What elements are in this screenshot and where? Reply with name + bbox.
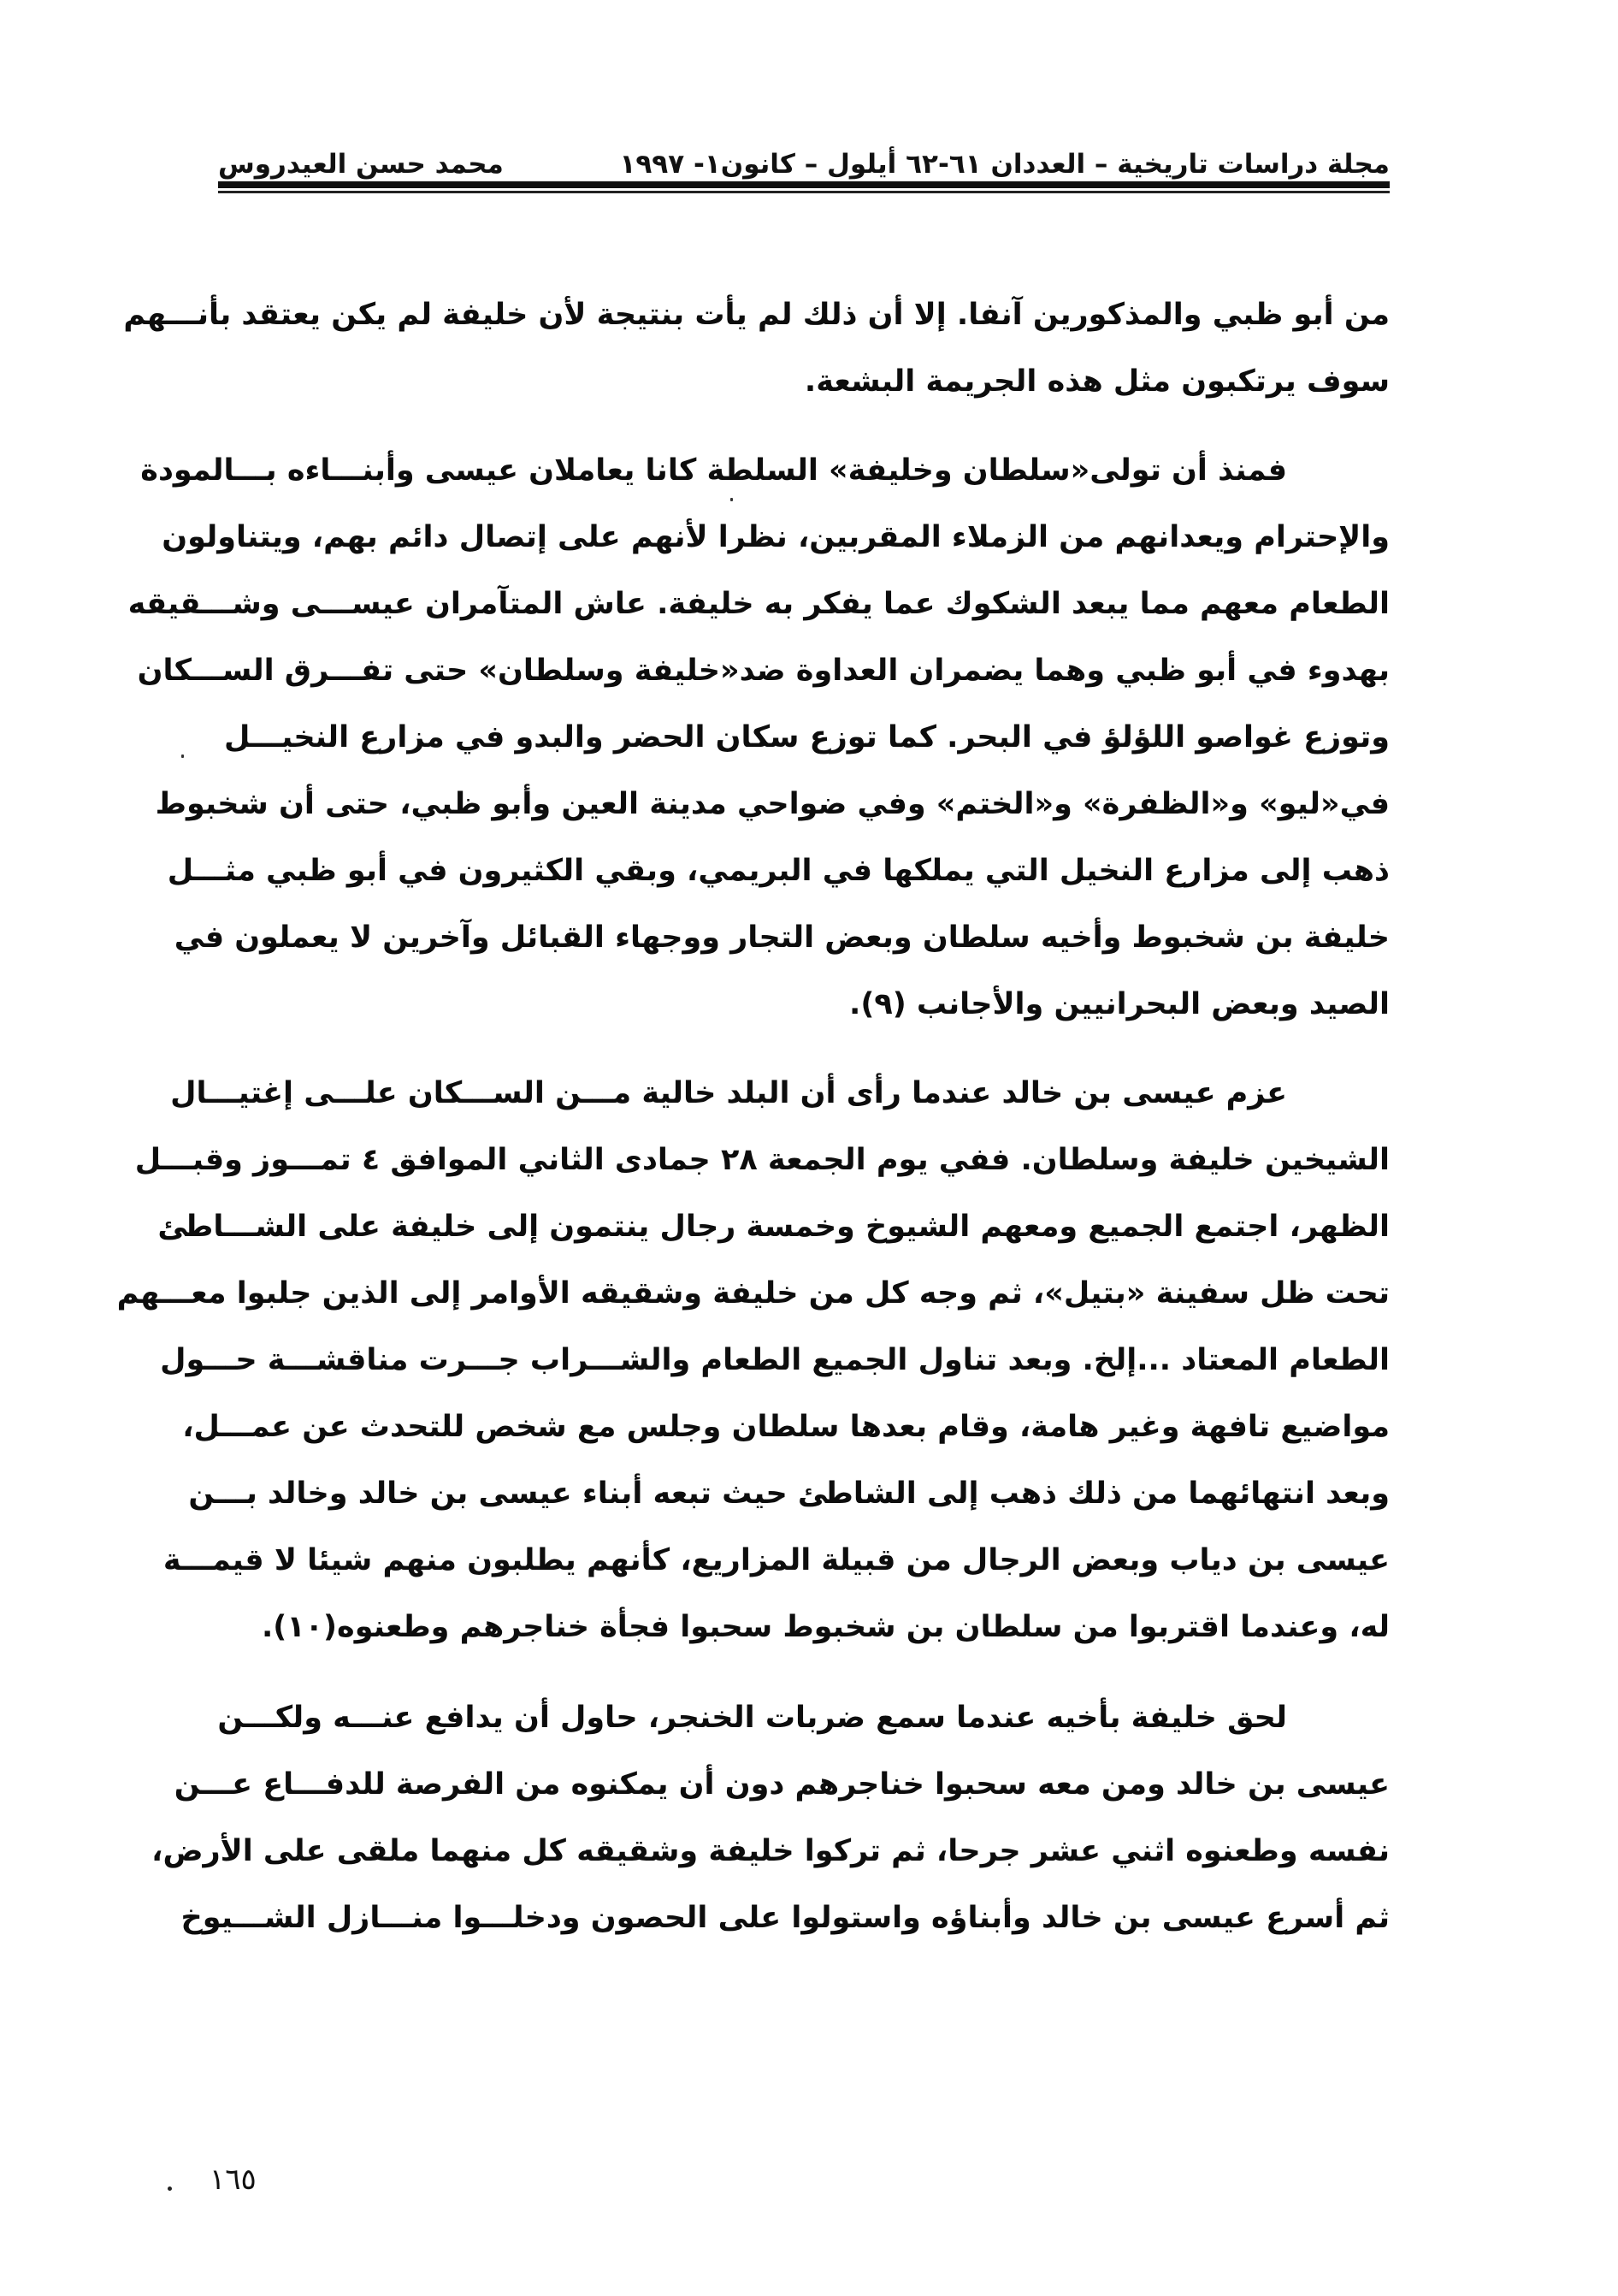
scan-speck	[730, 498, 733, 501]
running-header	[218, 137, 1390, 180]
header-rule-thin	[218, 191, 1390, 193]
text-line: خليفة بن شخبوط وأخيه سلطان وبعض التجار ووجهاء القبائل وآخرين لا يعملون في	[174, 920, 1390, 955]
text-line: عزم عيسى بن خالد عندما رأى أن البلد خالية مـــن الســـكان علـــى إغتيـــال	[170, 1076, 1287, 1110]
header-rule-thick	[218, 181, 1390, 188]
text-line: نفسه وطعنوه اثني عشر جرحا، ثم تركوا خليفة وشقيقه كل منهما ملقى على الأرض،	[151, 1834, 1390, 1868]
text-line: وبعد انتهائهما من ذلك ذهب إلى الشاطئ حيث تبعه أبناء عيسى بن خالد وخالد بـــن	[188, 1476, 1390, 1511]
text-line: عيسى بن دياب وبعض الرجال من قبيلة المزاريع، كأنهم يطلبون منهم شيئا لا قيمـــة	[162, 1543, 1390, 1577]
text-line: مواضيع تافهة وغير هامة، وقام بعدها سلطان وجلس مع شخص للتحدث عن عمـــل،	[182, 1410, 1390, 1444]
margin-dot	[168, 2187, 172, 2191]
text-line: بهدوء في أبو ظبي وهما يضمران العداوة ضد«خليفة وسلطان» حتى تفـــرق الســـكان	[137, 654, 1390, 688]
text-line: عيسى بن خالد ومن معه سحبوا خناجرهم دون أن يمكنوه من الفرصة للدفـــاع عـــن	[174, 1767, 1390, 1802]
text-line: في«ليو» و«الظفرة» و«الختم» وفي ضواحي مدينة العين وأبو ظبي، حتى أن شخبوط	[155, 787, 1390, 821]
text-line: من أبو ظبي والمذكورين آنفا. إلا أن ذلك لم يأت بنتيجة لأن خليفة لم يكن يعتقد بأنـــهم	[123, 298, 1390, 332]
text-line: الصيد وبعض البحرانيين والأجانب (٩).	[849, 987, 1390, 1021]
text-line: لحق خليفة بأخيه عندما سمع ضربات الخنجر، حاول أن يدافع عنـــه ولكـــن	[217, 1701, 1287, 1735]
text-line: الشيخين خليفة وسلطان. ففي يوم الجمعة ٢٨ جمادى الثاني الموافق ٤ تمـــوز وقبـــل	[134, 1143, 1390, 1177]
text-line: ثم أسرع عيسى بن خالد وأبناؤه واستولوا على الحصون ودخلـــوا منـــازل الشـــيوخ	[180, 1901, 1390, 1935]
text-line: والإحترام ويعدانهم من الزملاء المقربين، نظرا لأنهم على إتصال دائم بهم، ويتناولون	[162, 520, 1390, 554]
scan-speck	[181, 754, 184, 758]
text-line: تحت ظل سفينة «بتيل»، ثم وجه كل من خليفة وشقيقه الأوامر إلى الذين جلبوا معـــهم	[116, 1276, 1390, 1311]
text-line: الطعام معهم مما يبعد الشكوك عما يفكر به خليفة. عاش المتآمران عيســـى وشـــقيقه	[127, 587, 1390, 621]
text-line: الطعام المعتاد ...إلخ. وبعد تناول الجميع الطعام والشـــراب جـــرت مناقشـــة حـــول	[160, 1343, 1390, 1377]
page-number: ١٦٥	[210, 2163, 257, 2197]
text-line: فمنذ أن تولى«سلطان وخليفة» السلطة كانا يعاملان عيسى وأبنـــاءه بـــالمودة	[140, 453, 1287, 488]
text-line: سوف يرتكبون مثل هذه الجريمة البشعة.	[804, 364, 1390, 399]
author-name: محمد حسن العيدروس	[218, 149, 504, 180]
text-line: وتوزع غواصو اللؤلؤ في البحر. كما توزع سكان الحضر والبدو في مزارع النخيـــل	[224, 720, 1390, 754]
text-line: الظهر، اجتمع الجميع ومعهم الشيوخ وخمسة رجال ينتمون إلى خليفة على الشـــاطئ	[157, 1210, 1390, 1244]
journal-title: مجلة دراسات تاريخية – العددان ٦١-٦٢ أيلول – كانون١- ١٩٩٧	[619, 149, 1390, 180]
text-line: له، وعندما اقتربوا من سلطان بن شخبوط سحبوا فجأة خناجرهم وطعنوه(١٠).	[262, 1610, 1390, 1644]
text-line: ذهب إلى مزارع النخيل التي يملكها في البريمي، وبقي الكثيرون في أبو ظبي مثـــل	[167, 854, 1390, 888]
